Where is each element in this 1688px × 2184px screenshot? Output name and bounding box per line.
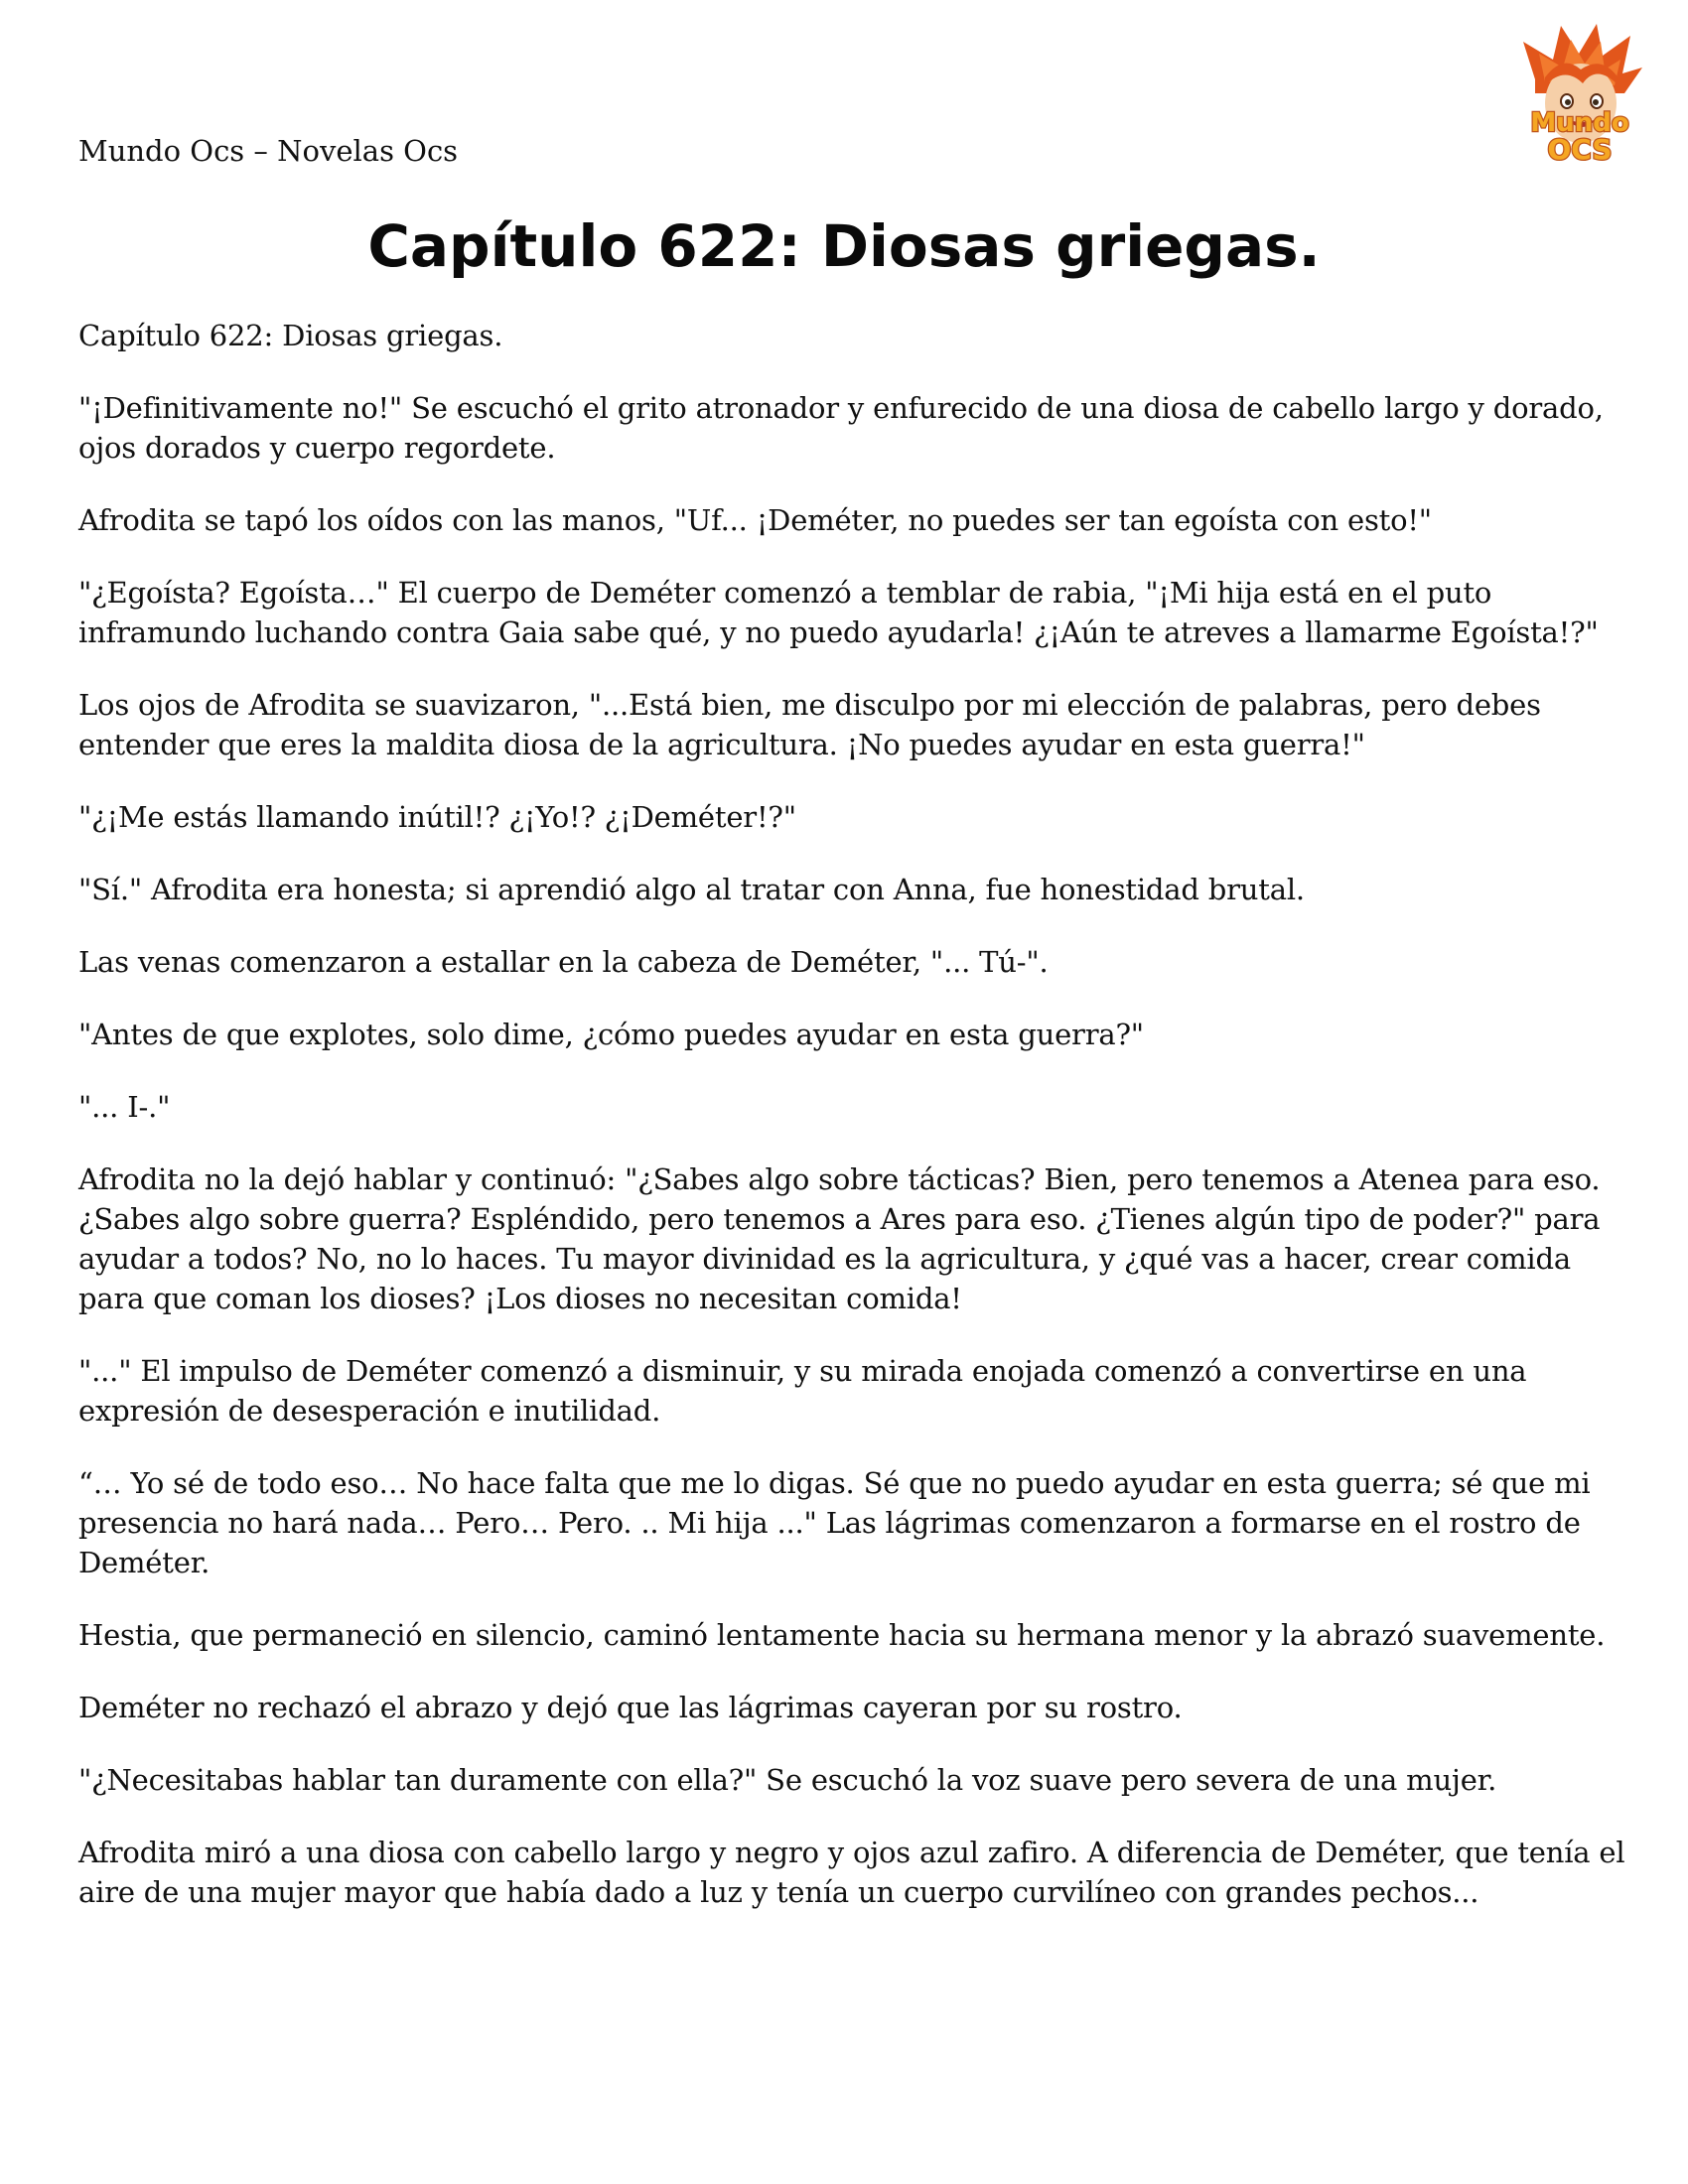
paragraph: Afrodita no la dejó hablar y continuó: "¿Sabes algo sobre tácticas? Bien, pero tenemos a Atenea para eso. ¿Sabes algo sobre guerra? Espléndido, pero tenemos a Ares para eso. ¿Tienes algún tipo de poder?" para ayudar a todos? No, no lo haces. Tu mayor divinidad es la agricultura, y ¿qué vas a hacer, crear comida para que coman los dioses? ¡Los dioses no necesitan comida! (78, 1162, 1601, 1315)
paragraph: "..." El impulso de Deméter comenzó a disminuir, y su mirada enojada comenzó a convertirse en una expresión de desesperación e inutilidad. (78, 1354, 1527, 1428)
paragraph: Afrodita se tapó los oídos con las manos, "Uf... ¡Deméter, no puedes ser tan egoísta con esto!" (78, 503, 1432, 537)
paragraph: Hestia, que permaneció en silencio, caminó lentamente hacia su hermana menor y la abrazó suavemente. (78, 1618, 1606, 1652)
logo-text-bottom: OCS (1547, 133, 1613, 166)
chapter-body (78, 316, 1627, 1945)
logo-mascot-icon (1505, 20, 1654, 171)
paragraph: “… Yo sé de todo eso… No hace falta que me lo digas. Sé que no puedo ayudar en esta guerra; sé que mi presencia no hará nada… Pero… Pero. .. Mi hija ..." Las lágrimas comenzaron a formarse en el rostro de Deméter. (78, 1466, 1591, 1579)
mundo-ocs-logo (1505, 20, 1654, 171)
paragraph: "Sí." Afrodita era honesta; si aprendió algo al tratar con Anna, fue honestidad brutal. (78, 873, 1305, 906)
paragraph: Las venas comenzaron a estallar en la cabeza de Deméter, "... Tú-". (78, 945, 1049, 979)
site-header: Mundo Ocs – Novelas Ocs (78, 134, 459, 168)
paragraph: "¿Necesitabas hablar tan duramente con ella?" Se escuchó la voz suave pero severa de una mujer. (78, 1763, 1497, 1797)
logo-text-top: Mundo (1530, 108, 1629, 138)
paragraph: "Antes de que explotes, solo dime, ¿cómo puedes ayudar en esta guerra?" (78, 1018, 1144, 1051)
paragraph: "¡Definitivamente no!" Se escuchó el grito atronador y enfurecido de una diosa de cabello largo y dorado, ojos dorados y cuerpo regordete. (78, 391, 1604, 465)
paragraph: Capítulo 622: Diosas griegas. (78, 319, 503, 352)
paragraph: Deméter no rechazó el abrazo y dejó que las lágrimas cayeran por su rostro. (78, 1691, 1183, 1724)
paragraph: Afrodita miró a una diosa con cabello largo y negro y ojos azul zafiro. A diferencia de Deméter, que tenía el aire de una mujer mayor que había dado a luz y tenía un cuerpo curvilíneo con grandes pechos... (78, 1836, 1625, 1909)
paragraph: "... I-." (78, 1090, 171, 1124)
paragraph: Los ojos de Afrodita se suavizaron, "...Está bien, me disculpo por mi elección de palabras, pero debes entender que eres la maldita diosa de la agricultura. ¡No puedes ayudar en esta guerra!" (78, 688, 1541, 761)
paragraph: "¿¡Me estás llamando inútil!? ¿¡Yo!? ¿¡Deméter!?" (78, 800, 796, 834)
chapter-title: Capítulo 622: Diosas griegas. (367, 212, 1321, 280)
paragraph: "¿Egoísta? Egoísta…" El cuerpo de Deméter comenzó a temblar de rabia, "¡Mi hija está en el puto inframundo luchando contra Gaia sabe qué, y no puedo ayudarla! ¿¡Aún te atreves a llamarme Egoísta!?" (78, 576, 1599, 649)
